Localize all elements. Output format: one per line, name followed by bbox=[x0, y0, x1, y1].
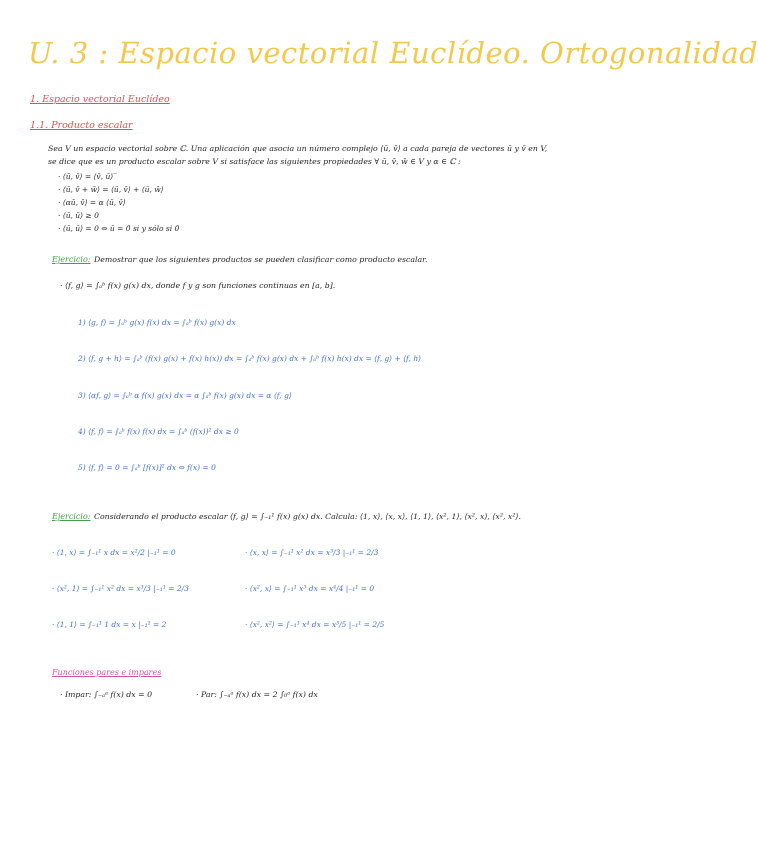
exercise-statement: Considerando el producto escalar ⟨f, g⟩ = ∫₋₁¹ f(x) g(x) dx. Calcula: ⟨1, x⟩, ⟨x, x⟩, ⟨1, 1⟩, ⟨x², 1⟩, ⟨x², x⟩, ⟨x², x²⟩. bbox=[94, 512, 521, 521]
property-item: · ⟨ū, ū⟩ ≥ 0 bbox=[58, 211, 99, 220]
page-title: U. 3 : Espacio vectorial Euclídeo. Ortogonalidad bbox=[28, 36, 758, 70]
definition-line-1: Sea V un espacio vectorial sobre ℂ. Una aplicación que asocia un número complejo ⟨ū, v̄⟩ a cada pareja de vectores ū y v̄ en V, bbox=[48, 144, 548, 153]
calc-item: · ⟨1, x⟩ = ∫₋₁¹ x dx = x²/2 |₋₁¹ = 0 bbox=[52, 548, 176, 557]
proof-step: 2) ⟨f, g + h⟩ = ∫ₐᵇ (f(x) g(x) + f(x) h(x)) dx = ∫ₐᵇ f(x) g(x) dx + ∫ₐᵇ f(x) h(x) dx = ⟨f, g⟩ + ⟨f, h⟩ bbox=[78, 354, 422, 363]
exercise-statement: Demostrar que los siguientes productos se pueden clasificar como producto escalar. bbox=[94, 255, 428, 264]
calc-item: · ⟨x², x²⟩ = ∫₋₁¹ x⁴ dx = x⁵/5 |₋₁¹ = 2/5 bbox=[245, 620, 385, 629]
property-item: · ⟨ū, v̄⟩ = ⟨v̄, ū⟩‾ bbox=[58, 172, 117, 181]
subsection-heading: 1.1. Producto escalar bbox=[30, 120, 133, 131]
inner-product-definition: · ⟨f, g⟩ = ∫ₐᵇ f(x) g(x) dx, donde f y g son funciones continuas en [a, b]. bbox=[60, 281, 336, 290]
calc-item: · ⟨x², x⟩ = ∫₋₁¹ x³ dx = x⁴/4 |₋₁¹ = 0 bbox=[245, 584, 375, 593]
exercise-label: Ejercicio: bbox=[52, 512, 91, 521]
calc-item: · ⟨1, 1⟩ = ∫₋₁¹ 1 dx = x |₋₁¹ = 2 bbox=[52, 620, 167, 629]
definition-line-2: se dice que es un producto escalar sobre V si satisface las siguientes propiedades ∀ ū, v̄, w̄ ∈ V y α ∈ ℂ : bbox=[48, 157, 461, 166]
proof-step: 4) ⟨f, f⟩ = ∫ₐᵇ f(x) f(x) dx = ∫ₐᵇ (f(x))² dx ≥ 0 bbox=[78, 427, 239, 436]
property-item: · ⟨ū, v̄ + w̄⟩ = ⟨ū, v̄⟩ + ⟨ū, w̄⟩ bbox=[58, 185, 164, 194]
odd-function-rule: · Impar: ∫₋ₐᵃ f(x) dx = 0 bbox=[60, 690, 153, 699]
proof-step: 1) ⟨g, f⟩ = ∫ₐᵇ g(x) f(x) dx = ∫ₐᵇ f(x) g(x) dx bbox=[78, 318, 236, 327]
section-heading: 1. Espacio vectorial Euclídeo bbox=[30, 94, 170, 105]
proof-step: 5) ⟨f, f⟩ = 0 = ∫ₐᵇ [f(x)]² dx ⇔ f(x) = 0 bbox=[78, 463, 216, 472]
property-item: · ⟨ū, ū⟩ = 0 ⇔ ū = 0̄ si y sólo si 0̄ bbox=[58, 224, 180, 233]
parity-heading: Funciones pares e impares bbox=[52, 668, 162, 677]
even-function-rule: · Par: ∫₋ₐᵃ f(x) dx = 2 ∫₀ᵃ f(x) dx bbox=[196, 690, 318, 699]
proof-step: 3) ⟨αf, g⟩ = ∫ₐᵇ α f(x) g(x) dx = α ∫ₐᵇ f(x) g(x) dx = α ⟨f, g⟩ bbox=[78, 391, 292, 400]
calc-item: · ⟨x, x⟩ = ∫₋₁¹ x² dx = x³/3 |₋₁¹ = 2/3 bbox=[245, 548, 379, 557]
property-item: · ⟨αū, v̄⟩ = α ⟨ū, v̄⟩ bbox=[58, 198, 126, 207]
exercise-label: Ejercicio: bbox=[52, 255, 91, 264]
calc-item: · ⟨x², 1⟩ = ∫₋₁¹ x² dx = x³/3 |₋₁¹ = 2/3 bbox=[52, 584, 189, 593]
